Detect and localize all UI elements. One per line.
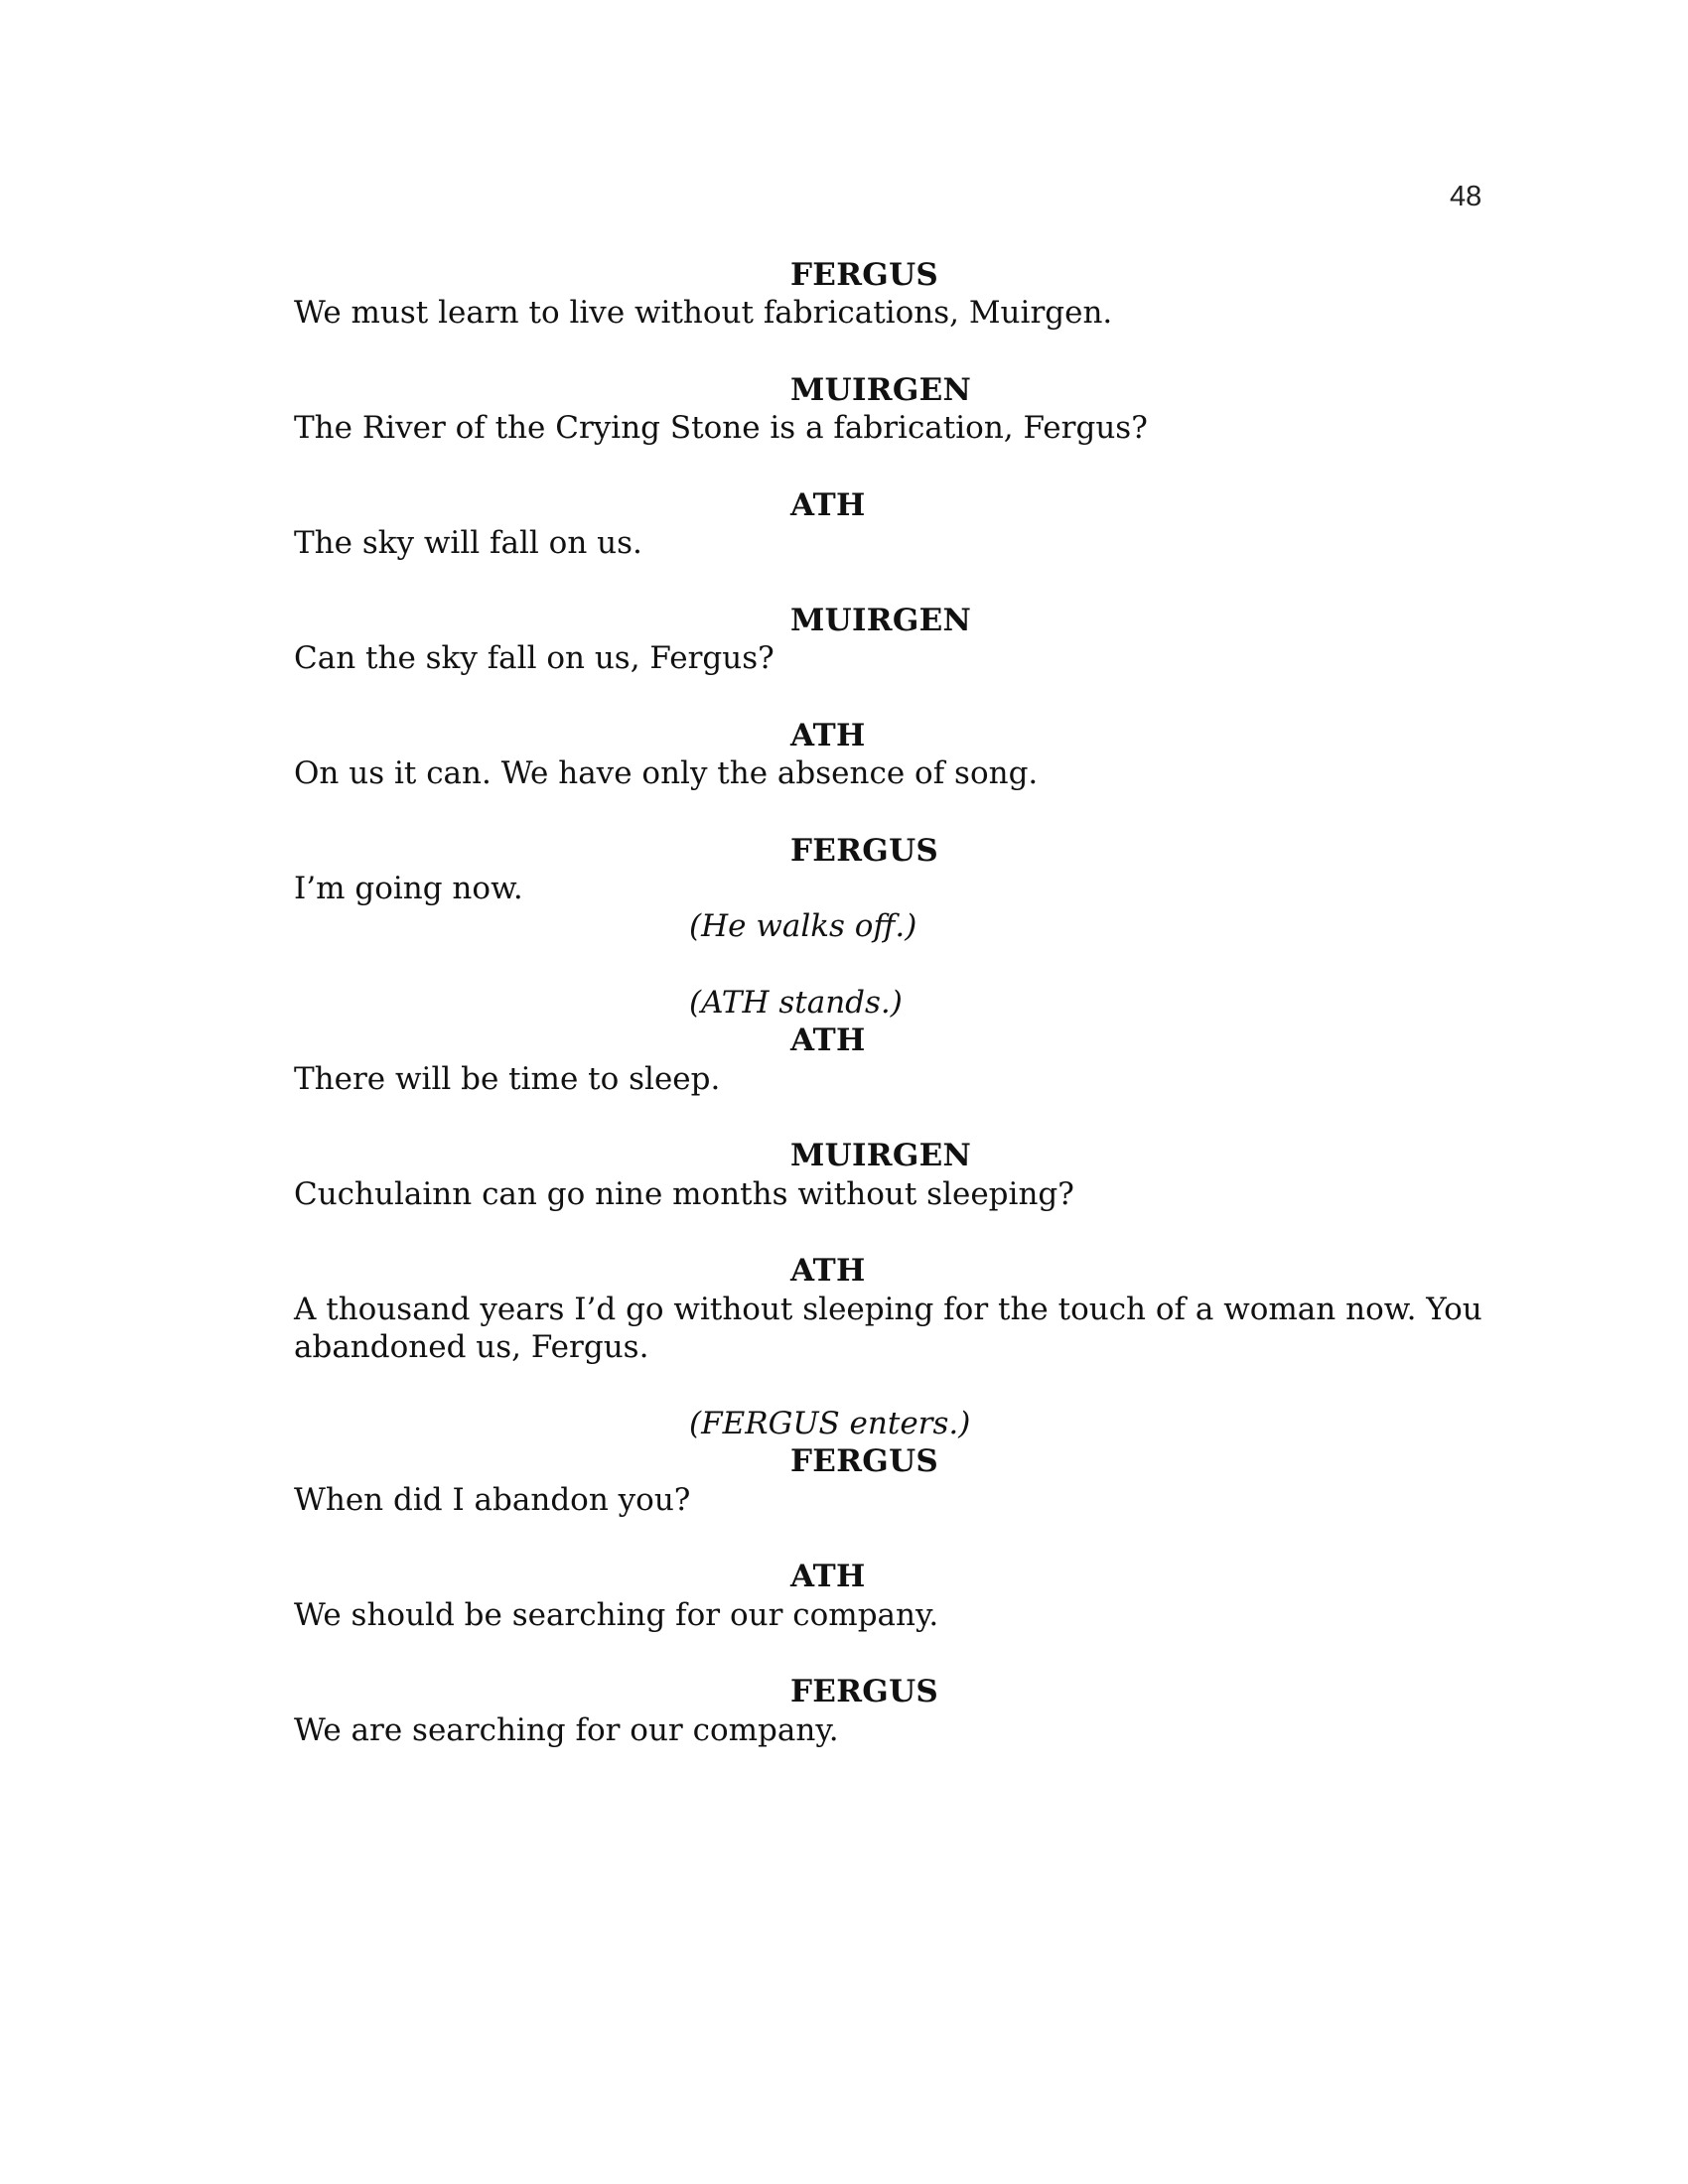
- dialogue-line: The River of the Crying Stone is a fabrication, Fergus?: [294, 410, 1148, 446]
- character-name: FERGUS: [790, 1674, 939, 1709]
- dialogue-line: The sky will fall on us.: [294, 525, 642, 561]
- character-name: MUIRGEN: [790, 603, 972, 638]
- dialogue-line: I’m going now.: [294, 871, 523, 906]
- dialogue-line: On us it can. We have only the absence of song.: [294, 755, 1039, 791]
- character-name: ATH: [790, 718, 866, 753]
- character-name: FERGUS: [790, 257, 939, 293]
- dialogue-line: We must learn to live without fabrications, Muirgen.: [294, 295, 1113, 331]
- dialogue-line: We are searching for our company.: [294, 1712, 839, 1748]
- character-name: ATH: [790, 1253, 866, 1289]
- character-name: MUIRGEN: [790, 372, 972, 408]
- character-name: ATH: [790, 1559, 866, 1594]
- stage-direction: (ATH stands.): [689, 985, 903, 1021]
- character-name: MUIRGEN: [790, 1138, 972, 1173]
- character-name: FERGUS: [790, 1443, 939, 1479]
- character-name: ATH: [790, 1023, 866, 1058]
- character-name: ATH: [790, 487, 866, 523]
- page-number: 48: [1450, 181, 1482, 212]
- dialogue-line: We should be searching for our company.: [294, 1597, 939, 1633]
- dialogue-line: There will be time to sleep.: [294, 1061, 721, 1097]
- dialogue-line: When did I abandon you?: [294, 1482, 691, 1518]
- dialogue-line: Cuchulainn can go nine months without sleeping?: [294, 1176, 1074, 1212]
- dialogue-line: A thousand years I’d go without sleeping for the touch of a woman now. You: [294, 1292, 1482, 1327]
- dialogue-line: abandoned us, Fergus.: [294, 1329, 649, 1365]
- character-name: FERGUS: [790, 833, 939, 869]
- dialogue-line: Can the sky fall on us, Fergus?: [294, 640, 774, 676]
- stage-direction: (FERGUS enters.): [689, 1406, 971, 1441]
- stage-direction: (He walks off.): [689, 908, 917, 944]
